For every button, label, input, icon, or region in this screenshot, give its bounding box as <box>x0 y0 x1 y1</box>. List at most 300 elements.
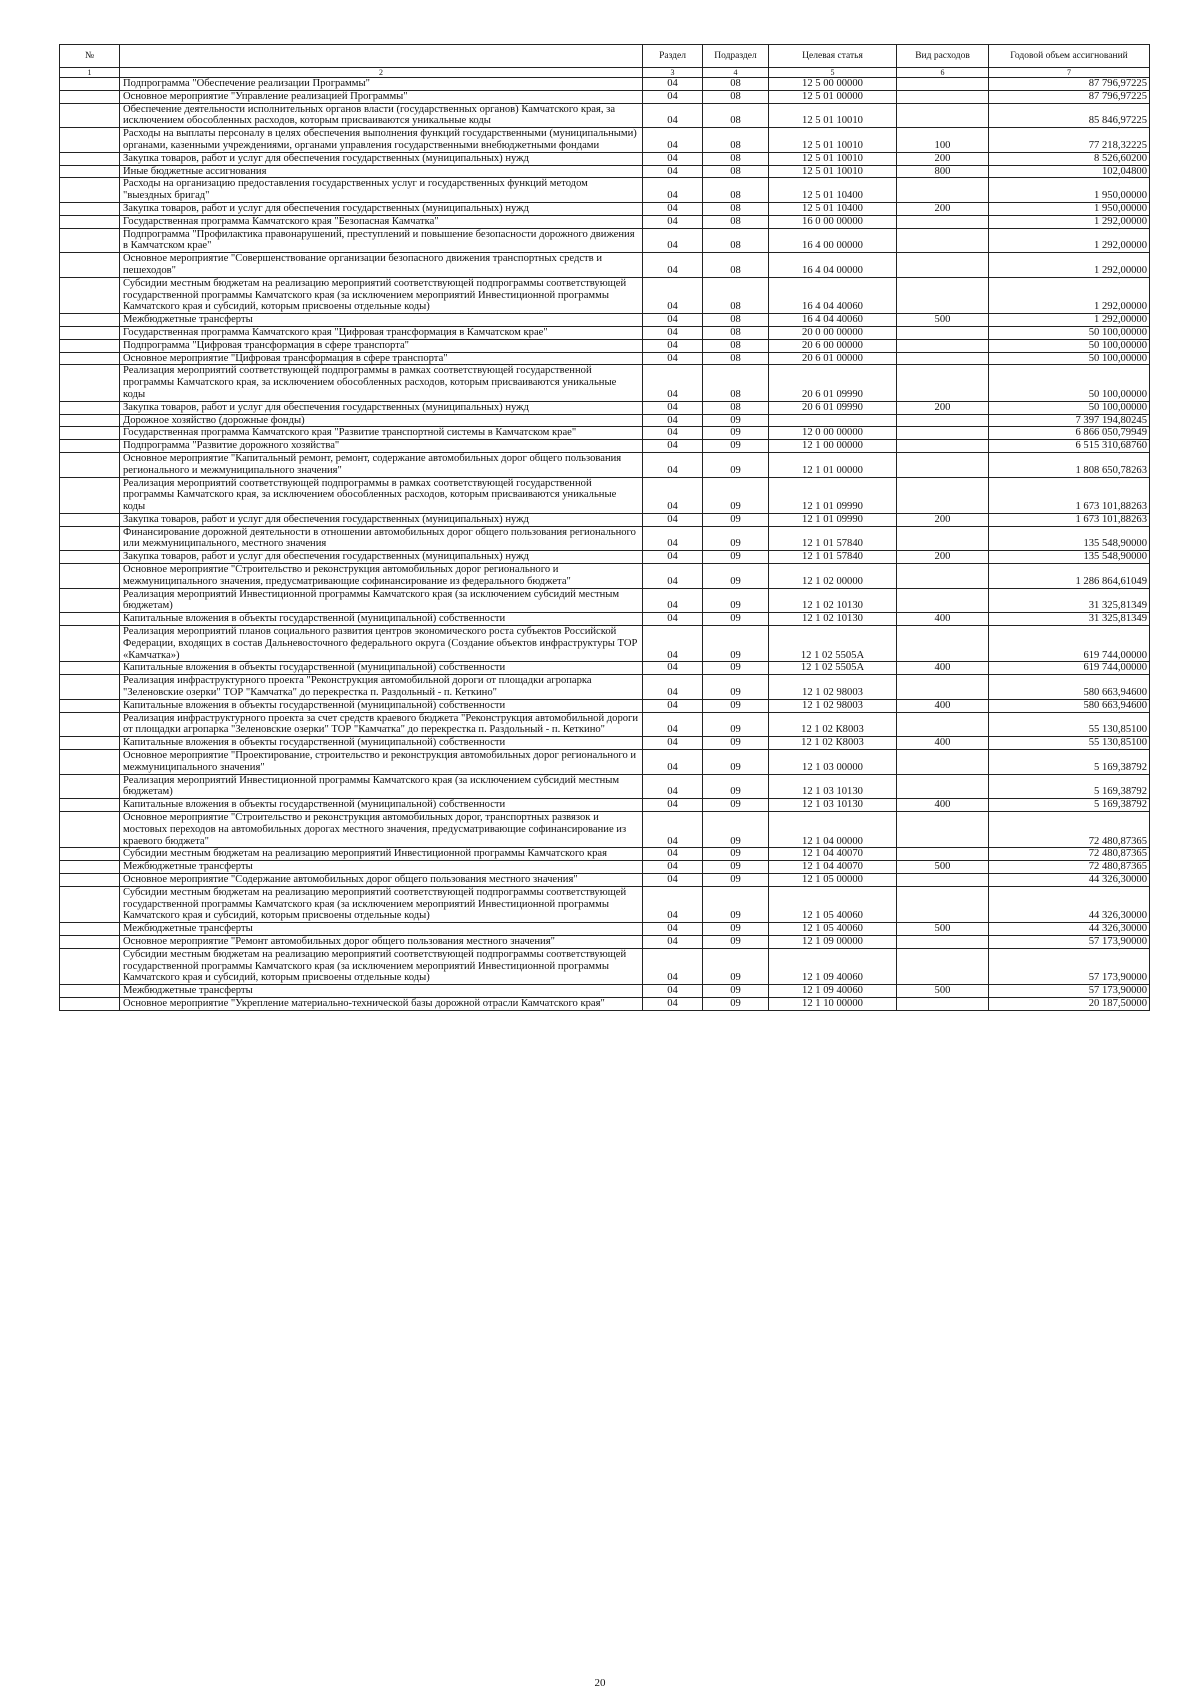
cell-objem: 31 325,81349 <box>989 613 1150 626</box>
cell-objem: 1 950,00000 <box>989 202 1150 215</box>
cell-objem: 57 173,90000 <box>989 985 1150 998</box>
cell-objem: 87 796,97225 <box>989 90 1150 103</box>
cell-vid-rashodov: 100 <box>897 128 989 153</box>
cell-razdel: 04 <box>643 401 703 414</box>
cell-podrazdel: 08 <box>703 314 769 327</box>
cell-razdel: 04 <box>643 103 703 128</box>
cell-podrazdel: 09 <box>703 626 769 662</box>
cell-podrazdel: 08 <box>703 202 769 215</box>
cell-num <box>60 948 120 984</box>
cell-name: Государственная программа Камчатского края "Цифровая трансформация в Камчатском крае" <box>120 326 643 339</box>
cell-podrazdel: 09 <box>703 452 769 477</box>
table-row <box>60 414 1150 427</box>
cell-vid-rashodov: 400 <box>897 613 989 626</box>
header-colnum-6: 6 <box>897 68 989 78</box>
cell-razdel: 04 <box>643 799 703 812</box>
cell-objem: 44 326,30000 <box>989 923 1150 936</box>
cell-name: Капитальные вложения в объекты государственной (муниципальной) собственности <box>120 799 643 812</box>
cell-podrazdel: 08 <box>703 253 769 278</box>
cell-razdel: 04 <box>643 613 703 626</box>
table-row <box>60 326 1150 339</box>
cell-podrazdel: 09 <box>703 513 769 526</box>
cell-vid-rashodov <box>897 750 989 775</box>
cell-vid-rashodov <box>897 712 989 737</box>
cell-podrazdel: 09 <box>703 848 769 861</box>
cell-razdel: 04 <box>643 427 703 440</box>
cell-objem: 50 100,00000 <box>989 339 1150 352</box>
cell-podrazdel: 08 <box>703 401 769 414</box>
cell-razdel: 04 <box>643 513 703 526</box>
table-row <box>60 440 1150 453</box>
cell-name: Основное мероприятие "Укрепление материально-технической базы дорожной отрасли Камчатского края" <box>120 997 643 1010</box>
cell-vid-rashodov <box>897 935 989 948</box>
cell-razdel: 04 <box>643 277 703 313</box>
header-vid: Вид расходов <box>897 45 989 68</box>
header-colnum-2: 2 <box>120 68 643 78</box>
cell-podrazdel: 08 <box>703 277 769 313</box>
cell-objem: 6 866 050,79949 <box>989 427 1150 440</box>
cell-num <box>60 997 120 1010</box>
cell-name: Закупка товаров, работ и услуг для обеспечения государственных (муниципальных) нужд <box>120 401 643 414</box>
cell-vid-rashodov <box>897 414 989 427</box>
cell-name: Реализация мероприятий Инвестиционной программы Камчатского края (за исключением субсидий местным бюджетам) <box>120 588 643 613</box>
cell-num <box>60 477 120 513</box>
table-row <box>60 923 1150 936</box>
table-header <box>60 45 1150 78</box>
cell-razdel: 04 <box>643 128 703 153</box>
cell-objem: 580 663,94600 <box>989 675 1150 700</box>
cell-vid-rashodov: 500 <box>897 923 989 936</box>
table-row <box>60 799 1150 812</box>
cell-vid-rashodov <box>897 626 989 662</box>
cell-razdel: 04 <box>643 985 703 998</box>
header-objem: Годовой объем ассигнований <box>989 45 1150 68</box>
cell-celevaya-statya: 12 5 01 10400 <box>769 178 897 203</box>
cell-objem: 1 292,00000 <box>989 314 1150 327</box>
cell-objem: 31 325,81349 <box>989 588 1150 613</box>
cell-vid-rashodov <box>897 564 989 589</box>
cell-name: Реализация мероприятий соответствующей подпрограммы в рамках соответствующей государственной программы Камчатского края, за исключением обособленных расходов, которым присваиваются уникальные коды <box>120 365 643 401</box>
cell-num <box>60 750 120 775</box>
cell-objem: 6 515 310,68760 <box>989 440 1150 453</box>
cell-num <box>60 985 120 998</box>
cell-num <box>60 935 120 948</box>
cell-razdel: 04 <box>643 352 703 365</box>
cell-celevaya-statya: 12 1 01 00000 <box>769 452 897 477</box>
cell-celevaya-statya: 16 4 04 00000 <box>769 253 897 278</box>
cell-podrazdel: 09 <box>703 613 769 626</box>
cell-vid-rashodov <box>897 874 989 887</box>
cell-razdel: 04 <box>643 326 703 339</box>
cell-num <box>60 526 120 551</box>
cell-name: Основное мероприятие "Совершенствование организации безопасного движения транспортных средств и пешеходов" <box>120 253 643 278</box>
table-row <box>60 874 1150 887</box>
cell-razdel: 04 <box>643 737 703 750</box>
cell-celevaya-statya <box>769 414 897 427</box>
cell-objem: 50 100,00000 <box>989 326 1150 339</box>
cell-name: Основное мероприятие "Управление реализацией Программы" <box>120 90 643 103</box>
cell-celevaya-statya: 12 5 01 10400 <box>769 202 897 215</box>
cell-num <box>60 253 120 278</box>
cell-objem: 1 950,00000 <box>989 178 1150 203</box>
cell-objem: 87 796,97225 <box>989 78 1150 91</box>
table-row <box>60 848 1150 861</box>
cell-vid-rashodov: 200 <box>897 513 989 526</box>
cell-vid-rashodov <box>897 948 989 984</box>
cell-celevaya-statya: 20 6 01 09990 <box>769 401 897 414</box>
cell-celevaya-statya: 12 5 00 00000 <box>769 78 897 91</box>
cell-vid-rashodov <box>897 526 989 551</box>
cell-name: Межбюджетные трансферты <box>120 985 643 998</box>
cell-objem: 5 169,38792 <box>989 750 1150 775</box>
cell-vid-rashodov: 200 <box>897 202 989 215</box>
cell-podrazdel: 09 <box>703 886 769 922</box>
cell-num <box>60 699 120 712</box>
cell-razdel: 04 <box>643 452 703 477</box>
cell-name: Капитальные вложения в объекты государственной (муниципальной) собственности <box>120 662 643 675</box>
cell-name: Реализация инфраструктурного проекта за счет средств краевого бюджета "Реконструкция автомобильной дороги от площадки агропарка "Зеленовские озерки" ТОР "Камчатка" до перекрестка п. Раздольный - п. Кеткино" <box>120 712 643 737</box>
table-row <box>60 985 1150 998</box>
cell-vid-rashodov <box>897 339 989 352</box>
cell-podrazdel: 09 <box>703 440 769 453</box>
cell-name: Закупка товаров, работ и услуг для обеспечения государственных (муниципальных) нужд <box>120 202 643 215</box>
cell-celevaya-statya: 12 1 02 К8003 <box>769 712 897 737</box>
cell-celevaya-statya: 12 1 02 00000 <box>769 564 897 589</box>
table-row <box>60 675 1150 700</box>
cell-vid-rashodov <box>897 326 989 339</box>
cell-name: Капитальные вложения в объекты государственной (муниципальной) собственности <box>120 699 643 712</box>
cell-razdel: 04 <box>643 588 703 613</box>
cell-podrazdel: 09 <box>703 477 769 513</box>
cell-num <box>60 152 120 165</box>
cell-razdel: 04 <box>643 215 703 228</box>
cell-name: Субсидии местным бюджетам на реализацию мероприятий соответствующей подпрограммы соответствующей государственной программы Камчатского края (за исключением мероприятий Инвестиционной программы Камчатского края и субсидий, которым присвоены отдельные коды) <box>120 948 643 984</box>
cell-podrazdel: 09 <box>703 948 769 984</box>
cell-num <box>60 662 120 675</box>
cell-objem: 72 480,87365 <box>989 861 1150 874</box>
header-colnum-7: 7 <box>989 68 1150 78</box>
cell-name: Обеспечение деятельности исполнительных органов власти (государственных органов) Камчатского края, за исключением обособленных расходов, которым присваиваются уникальные коды <box>120 103 643 128</box>
cell-celevaya-statya: 20 0 00 00000 <box>769 326 897 339</box>
cell-name: Капитальные вложения в объекты государственной (муниципальной) собственности <box>120 737 643 750</box>
cell-objem: 44 326,30000 <box>989 886 1150 922</box>
cell-razdel: 04 <box>643 152 703 165</box>
cell-name: Основное мероприятие "Строительство и реконструкция автомобильных дорог, транспортных развязок и мостовых переходов на автомобильных дорогах местного значения, предусматривающие софинансирование из краевого бюджета" <box>120 812 643 848</box>
cell-vid-rashodov: 500 <box>897 985 989 998</box>
cell-objem: 50 100,00000 <box>989 352 1150 365</box>
table-row <box>60 452 1150 477</box>
budget-table-page <box>59 44 1149 1011</box>
cell-objem: 50 100,00000 <box>989 401 1150 414</box>
cell-vid-rashodov: 400 <box>897 799 989 812</box>
cell-razdel: 04 <box>643 178 703 203</box>
cell-num <box>60 799 120 812</box>
header-colnum-5: 5 <box>769 68 897 78</box>
cell-name: Дорожное хозяйство (дорожные фонды) <box>120 414 643 427</box>
cell-num <box>60 861 120 874</box>
cell-podrazdel: 09 <box>703 923 769 936</box>
cell-objem: 72 480,87365 <box>989 812 1150 848</box>
cell-vid-rashodov <box>897 774 989 799</box>
cell-vid-rashodov <box>897 440 989 453</box>
cell-podrazdel: 09 <box>703 874 769 887</box>
cell-name: Основное мероприятие "Ремонт автомобильных дорог общего пользования местного значения" <box>120 935 643 948</box>
table-row <box>60 626 1150 662</box>
cell-objem: 1 286 864,61049 <box>989 564 1150 589</box>
cell-celevaya-statya: 12 1 10 00000 <box>769 997 897 1010</box>
table-row <box>60 165 1150 178</box>
cell-celevaya-statya: 12 1 02 98003 <box>769 675 897 700</box>
cell-vid-rashodov <box>897 277 989 313</box>
cell-podrazdel: 09 <box>703 774 769 799</box>
header-podrazdel: Подраздел <box>703 45 769 68</box>
cell-num <box>60 712 120 737</box>
cell-name: Основное мероприятие "Содержание автомобильных дорог общего пользования местного значения" <box>120 874 643 887</box>
cell-name: Реализация мероприятий планов социального развития центров экономического роста субъектов Российской Федерации, входящих в состав Дальневосточного федерального округа (Создание объектов инфраструктуры ТОР «Камчатка») <box>120 626 643 662</box>
cell-num <box>60 427 120 440</box>
cell-name: Межбюджетные трансферты <box>120 861 643 874</box>
cell-razdel: 04 <box>643 935 703 948</box>
cell-celevaya-statya: 12 5 01 10010 <box>769 152 897 165</box>
cell-celevaya-statya: 12 1 04 40070 <box>769 861 897 874</box>
cell-objem: 135 548,90000 <box>989 526 1150 551</box>
table-row <box>60 886 1150 922</box>
cell-podrazdel: 09 <box>703 675 769 700</box>
cell-vid-rashodov: 200 <box>897 401 989 414</box>
cell-objem: 57 173,90000 <box>989 935 1150 948</box>
cell-num <box>60 228 120 253</box>
cell-celevaya-statya: 20 6 01 00000 <box>769 352 897 365</box>
table-row <box>60 277 1150 313</box>
cell-celevaya-statya: 12 1 04 00000 <box>769 812 897 848</box>
cell-celevaya-statya: 12 1 09 40060 <box>769 948 897 984</box>
table-row <box>60 526 1150 551</box>
table-row <box>60 861 1150 874</box>
cell-num <box>60 352 120 365</box>
table-row <box>60 253 1150 278</box>
cell-razdel: 04 <box>643 228 703 253</box>
table-row <box>60 613 1150 626</box>
cell-objem: 72 480,87365 <box>989 848 1150 861</box>
table-row <box>60 737 1150 750</box>
table-row <box>60 588 1150 613</box>
cell-name: Расходы на выплаты персоналу в целях обеспечения выполнения функций государственными (муниципальными) органами, казенными учреждениями, органами управления государственными внебюджетными фондами <box>120 128 643 153</box>
cell-vid-rashodov <box>897 997 989 1010</box>
cell-vid-rashodov <box>897 588 989 613</box>
table-row <box>60 427 1150 440</box>
cell-objem: 580 663,94600 <box>989 699 1150 712</box>
cell-vid-rashodov: 200 <box>897 551 989 564</box>
cell-vid-rashodov <box>897 253 989 278</box>
cell-objem: 55 130,85100 <box>989 712 1150 737</box>
cell-num <box>60 774 120 799</box>
cell-razdel: 04 <box>643 812 703 848</box>
cell-podrazdel: 08 <box>703 352 769 365</box>
cell-celevaya-statya: 12 1 01 57840 <box>769 526 897 551</box>
table-row <box>60 128 1150 153</box>
cell-vid-rashodov <box>897 228 989 253</box>
cell-celevaya-statya: 12 1 00 00000 <box>769 440 897 453</box>
cell-objem: 7 397 194,80245 <box>989 414 1150 427</box>
header-colnum-1: 1 <box>60 68 120 78</box>
cell-num <box>60 812 120 848</box>
table-row <box>60 564 1150 589</box>
cell-num <box>60 414 120 427</box>
cell-name: Межбюджетные трансферты <box>120 314 643 327</box>
cell-vid-rashodov <box>897 886 989 922</box>
cell-objem: 57 173,90000 <box>989 948 1150 984</box>
cell-name: Государственная программа Камчатского края "Развитие транспортной системы в Камчатском крае" <box>120 427 643 440</box>
cell-num <box>60 440 120 453</box>
cell-vid-rashodov <box>897 452 989 477</box>
cell-num <box>60 128 120 153</box>
cell-celevaya-statya: 12 1 05 40060 <box>769 923 897 936</box>
cell-objem: 102,04800 <box>989 165 1150 178</box>
cell-name: Субсидии местным бюджетам на реализацию мероприятий соответствующей подпрограммы соответствующей государственной программы Камчатского края (за исключением мероприятий Инвестиционной программы Камчатского края и субсидий, которым присвоены отдельные коды) <box>120 277 643 313</box>
cell-objem: 1 292,00000 <box>989 277 1150 313</box>
table-row <box>60 78 1150 91</box>
cell-objem: 20 187,50000 <box>989 997 1150 1010</box>
cell-podrazdel: 09 <box>703 997 769 1010</box>
cell-objem: 50 100,00000 <box>989 365 1150 401</box>
cell-celevaya-statya: 12 5 01 10010 <box>769 165 897 178</box>
cell-celevaya-statya: 12 1 03 10130 <box>769 774 897 799</box>
cell-razdel: 04 <box>643 551 703 564</box>
cell-vid-rashodov: 500 <box>897 314 989 327</box>
cell-name: Финансирование дорожной деятельности в отношении автомобильных дорог общего пользования регионального или межмуниципального, местного значения <box>120 526 643 551</box>
cell-celevaya-statya: 12 5 01 00000 <box>769 90 897 103</box>
cell-razdel: 04 <box>643 78 703 91</box>
cell-vid-rashodov: 200 <box>897 152 989 165</box>
cell-name: Реализация инфраструктурного проекта "Реконструкция автомобильной дороги от площадки агропарка "Зеленовские озерки" ТОР "Камчатка" до перекрестка п. Раздольный - п. Кеткино" <box>120 675 643 700</box>
table-row <box>60 513 1150 526</box>
cell-name: Иные бюджетные ассигнования <box>120 165 643 178</box>
cell-razdel: 04 <box>643 202 703 215</box>
header-colnum-3: 3 <box>643 68 703 78</box>
cell-objem: 85 846,97225 <box>989 103 1150 128</box>
cell-celevaya-statya: 20 6 00 00000 <box>769 339 897 352</box>
cell-num <box>60 215 120 228</box>
cell-vid-rashodov: 800 <box>897 165 989 178</box>
cell-num <box>60 277 120 313</box>
cell-podrazdel: 09 <box>703 812 769 848</box>
cell-razdel: 04 <box>643 477 703 513</box>
cell-num <box>60 613 120 626</box>
cell-podrazdel: 08 <box>703 215 769 228</box>
cell-podrazdel: 08 <box>703 339 769 352</box>
cell-razdel: 04 <box>643 675 703 700</box>
cell-num <box>60 588 120 613</box>
cell-razdel: 04 <box>643 440 703 453</box>
cell-name: Закупка товаров, работ и услуг для обеспечения государственных (муниципальных) нужд <box>120 152 643 165</box>
cell-podrazdel: 08 <box>703 365 769 401</box>
cell-podrazdel: 08 <box>703 165 769 178</box>
cell-celevaya-statya: 12 1 09 00000 <box>769 935 897 948</box>
table-row <box>60 935 1150 948</box>
cell-celevaya-statya: 12 1 01 09990 <box>769 513 897 526</box>
cell-name: Подпрограмма "Профилактика правонарушений, преступлений и повышение безопасности дорожного движения в Камчатском крае" <box>120 228 643 253</box>
cell-objem: 1 292,00000 <box>989 253 1150 278</box>
header-colnum-4: 4 <box>703 68 769 78</box>
cell-podrazdel: 09 <box>703 526 769 551</box>
cell-name: Капитальные вложения в объекты государственной (муниципальной) собственности <box>120 613 643 626</box>
cell-objem: 1 808 650,78263 <box>989 452 1150 477</box>
cell-podrazdel: 09 <box>703 985 769 998</box>
cell-name: Основное мероприятие "Цифровая трансформация в сфере транспорта" <box>120 352 643 365</box>
cell-celevaya-statya: 12 0 00 00000 <box>769 427 897 440</box>
cell-celevaya-statya: 12 1 02 5505А <box>769 626 897 662</box>
cell-name: Закупка товаров, работ и услуг для обеспечения государственных (муниципальных) нужд <box>120 513 643 526</box>
cell-num <box>60 326 120 339</box>
cell-vid-rashodov <box>897 78 989 91</box>
header-razdel: Раздел <box>643 45 703 68</box>
cell-num <box>60 452 120 477</box>
cell-num <box>60 923 120 936</box>
cell-razdel: 04 <box>643 526 703 551</box>
cell-num <box>60 314 120 327</box>
cell-podrazdel: 08 <box>703 178 769 203</box>
cell-razdel: 04 <box>643 165 703 178</box>
cell-objem: 619 744,00000 <box>989 662 1150 675</box>
cell-vid-rashodov: 400 <box>897 699 989 712</box>
cell-razdel: 04 <box>643 414 703 427</box>
cell-podrazdel: 09 <box>703 712 769 737</box>
cell-num <box>60 513 120 526</box>
cell-name: Реализация мероприятий соответствующей подпрограммы в рамках соответствующей государственной программы Камчатского края, за исключением обособленных расходов, которым присваиваются уникальные коды <box>120 477 643 513</box>
table-row <box>60 365 1150 401</box>
table-row <box>60 551 1150 564</box>
cell-num <box>60 90 120 103</box>
table-row <box>60 228 1150 253</box>
cell-razdel: 04 <box>643 750 703 775</box>
cell-celevaya-statya: 12 1 05 00000 <box>769 874 897 887</box>
cell-podrazdel: 09 <box>703 551 769 564</box>
cell-num <box>60 202 120 215</box>
cell-vid-rashodov <box>897 178 989 203</box>
cell-razdel: 04 <box>643 253 703 278</box>
page-number: 20 <box>594 1677 606 1689</box>
cell-celevaya-statya: 12 1 05 40060 <box>769 886 897 922</box>
cell-num <box>60 339 120 352</box>
cell-razdel: 04 <box>643 712 703 737</box>
cell-objem: 1 673 101,88263 <box>989 513 1150 526</box>
cell-razdel: 04 <box>643 339 703 352</box>
cell-podrazdel: 09 <box>703 935 769 948</box>
cell-vid-rashodov <box>897 90 989 103</box>
cell-celevaya-statya: 12 1 02 5505А <box>769 662 897 675</box>
table-row <box>60 948 1150 984</box>
cell-podrazdel: 08 <box>703 326 769 339</box>
table-row <box>60 202 1150 215</box>
table-row <box>60 90 1150 103</box>
cell-objem: 77 218,32225 <box>989 128 1150 153</box>
cell-objem: 55 130,85100 <box>989 737 1150 750</box>
table-row <box>60 215 1150 228</box>
cell-razdel: 04 <box>643 997 703 1010</box>
cell-podrazdel: 08 <box>703 90 769 103</box>
cell-vid-rashodov <box>897 215 989 228</box>
table-row <box>60 178 1150 203</box>
cell-num <box>60 848 120 861</box>
cell-celevaya-statya: 12 1 03 00000 <box>769 750 897 775</box>
table-row <box>60 997 1150 1010</box>
cell-name: Реализация мероприятий Инвестиционной программы Камчатского края (за исключением субсидий местным бюджетам) <box>120 774 643 799</box>
cell-num <box>60 886 120 922</box>
cell-celevaya-statya: 16 4 04 40060 <box>769 314 897 327</box>
table-row <box>60 401 1150 414</box>
cell-num <box>60 165 120 178</box>
cell-razdel: 04 <box>643 564 703 589</box>
